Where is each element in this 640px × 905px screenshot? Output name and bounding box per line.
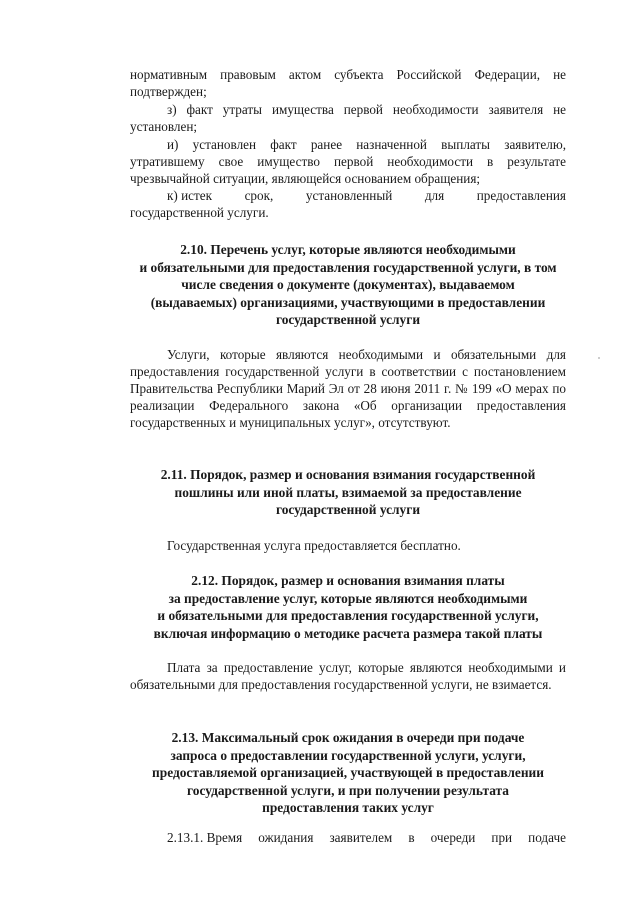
heading-line: государственной услуги, и при получении результата — [187, 782, 509, 798]
section-2-10-body — [130, 346, 566, 431]
heading-line: 2.12. Порядок, размер и основания взимания платы — [191, 573, 505, 588]
list-item-k-word: предоставления — [476, 188, 566, 203]
section-2-13-word: очереди — [430, 830, 476, 845]
section-2-13-word: в — [408, 830, 415, 845]
section-2-13-1-line-1 — [130, 829, 566, 846]
heading-line: и обязательными для предоставления государственной услуги, — [157, 608, 539, 623]
continuation-line-2: подтвержден; — [130, 84, 207, 99]
list-item-z-line-2: установлен; — [130, 119, 198, 134]
section-2-13-word: подаче — [528, 830, 566, 845]
section-2-12-text: Плата за предоставление услуг, которые являются необходимыми и обязательными для предоставления государственной услуги, не взимается. — [130, 660, 566, 692]
heading-line: государственной услуги — [275, 312, 421, 327]
list-item-k-line-1 — [130, 187, 566, 204]
section-2-13-word: при — [491, 830, 513, 845]
heading-line: запроса о предоставлении государственной услуги, услуги, — [170, 747, 526, 763]
section-2-13-word: 2.13.1. Время — [167, 830, 243, 845]
list-item-i — [130, 136, 566, 187]
continuation-line-1 — [130, 66, 566, 83]
list-item-k-line-2: государственной услуги. — [130, 205, 269, 220]
heading-line: за предоставление услуг, которые являются необходимыми — [168, 590, 528, 606]
list-item-i-text: и) установлен факт ранее назначенной выплаты заявителю, утратившему свое имущество первой необходимости в результате чрезвычайной ситуации, являющейся основанием обращения; — [130, 137, 566, 186]
list-item-k-word: для — [424, 188, 445, 203]
heading-line: государственной услуги — [275, 502, 421, 517]
list-item-z — [130, 101, 566, 135]
list-item-k-word: срок, — [244, 188, 274, 203]
heading-line: включая информацию о методике расчета размера такой платы — [153, 625, 543, 641]
section-2-10-heading — [118, 241, 578, 329]
scan-speck — [598, 357, 600, 359]
section-2-10-text: Услуги, которые являются необходимыми и обязательными для предоставления государственной услуги в соответствии с постановлением Правительства Республики Марий Эл от 28 июня 2011 г. № 199 «О мерах по реализации Федерального закона «Об организации предоставления государственных и муниципальных услуг», отсутствуют. — [130, 347, 566, 430]
heading-line: (выдаваемых) организациями, участвующими в предоставлении — [150, 294, 546, 310]
list-item-k-word: к) истек — [167, 188, 213, 203]
section-2-13-body — [130, 829, 566, 846]
section-2-13-word: ожидания — [258, 830, 314, 845]
section-2-11-body — [130, 537, 566, 554]
heading-line: 2.11. Порядок, размер и основания взимания государственной — [160, 467, 536, 482]
heading-line: и обязательными для предоставления государственной услуги, в том — [139, 259, 557, 275]
section-2-12-body — [130, 659, 566, 693]
heading-line: предоставляемой организацией, участвующей в предоставлении — [152, 765, 544, 780]
list-item-k — [130, 187, 566, 221]
heading-line: 2.10. Перечень услуг, которые являются необходимыми — [180, 242, 516, 257]
heading-line: числе сведения о документе (документах), выдаваемом — [181, 277, 515, 292]
list-item-k-word: установленный — [305, 188, 393, 203]
heading-line: предоставления таких услуг — [262, 800, 434, 815]
continuation-line-1-text: нормативным правовым актом субъекта Российской Федерации, не — [130, 67, 566, 82]
continuation-paragraph — [130, 66, 566, 100]
list-item-z-line-1: з) факт утраты имущества первой необходимости заявителя не — [167, 102, 566, 117]
section-2-13-word: заявителем — [329, 830, 393, 845]
section-2-12-heading — [118, 572, 578, 642]
section-2-11-text: Государственная услуга предоставляется бесплатно. — [167, 538, 461, 553]
heading-line: 2.13. Максимальный срок ожидания в очереди при подаче — [171, 730, 525, 745]
heading-line: пошлины или иной платы, взимаемой за предоставление — [174, 484, 522, 500]
section-2-11-heading — [118, 466, 578, 519]
section-2-13-heading — [118, 729, 578, 817]
